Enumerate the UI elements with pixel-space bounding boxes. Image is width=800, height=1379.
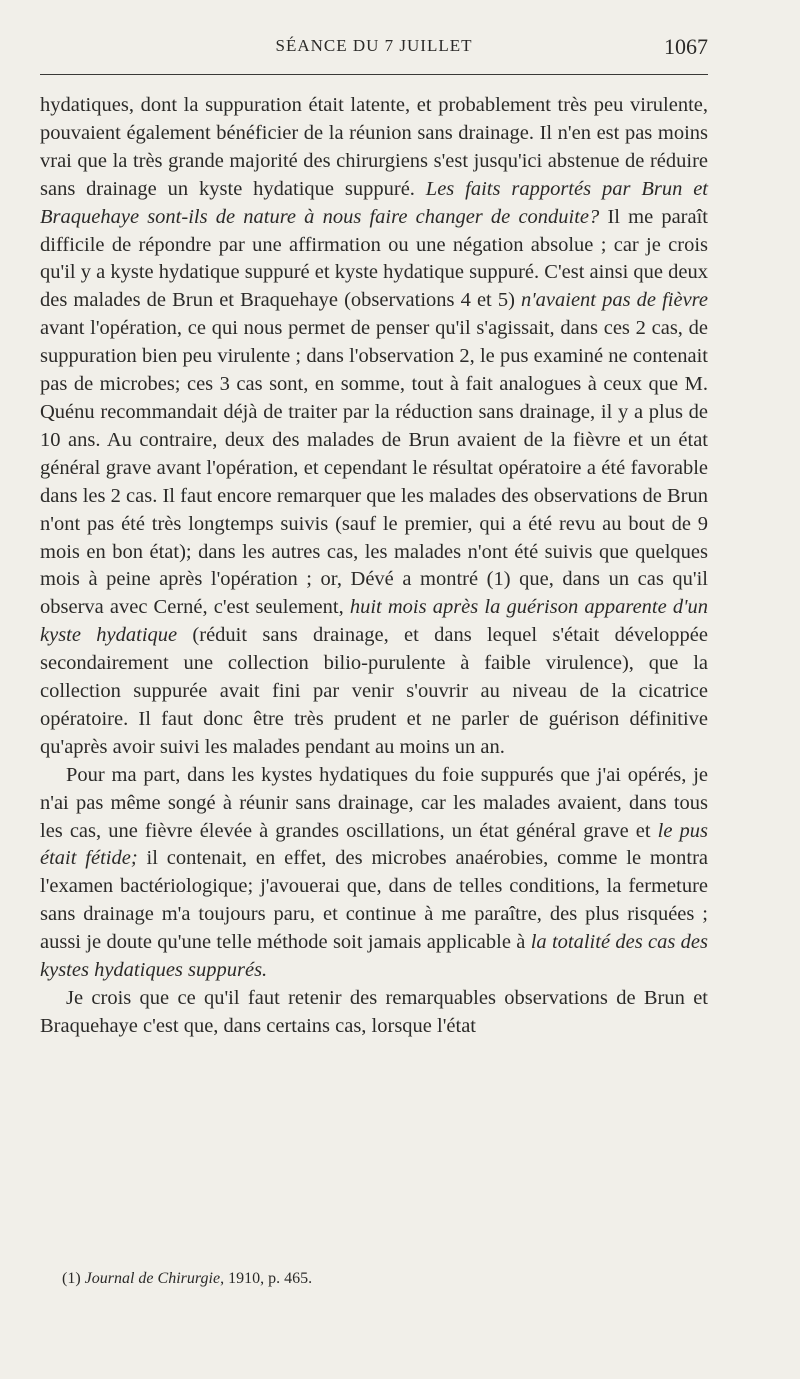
paragraph xyxy=(40,762,708,985)
text-run: hydatiques, dont la suppuration était latente, et probablement très peu virulente, pouvaient également bénéficier de la réunion sans drainage. Il n'en est pas moins vrai que la très grande majorité des chirurgiens s'est jusqu'ici abstenue de réduire sans drainage un kyste hydatique suppuré. xyxy=(40,94,708,200)
italic-run: Les faits rapportés par Brun et Braquehaye sont-ils de nature à nous faire changer de conduite? xyxy=(40,177,708,228)
footnote-number: (1) xyxy=(62,1270,81,1287)
italic-run: huit mois après la guérison apparente d'un kyste hydatique xyxy=(40,596,708,647)
footnote-details: , 1910, p. 465. xyxy=(220,1270,313,1287)
text-run: il contenait, en effet, des microbes anaérobies, comme le montra l'examen bactériologique; j'avouerai que, dans de telles conditions, la fermeture sans drainage m'a toujours paru, et continue à me paraître, des plus risquées ; aussi je doute qu'une telle méthode soit jamais applicable à xyxy=(40,847,708,954)
text-run: Il me paraît difficile de répondre par une affirmation ou une négation absolue ; car je crois qu'il y a kyste hydatique suppuré et kyste hydatique suppuré. C'est ainsi que deux des malades de Brun et Braquehaye (observations 4 et 5) xyxy=(40,205,708,312)
page-number: 1067 xyxy=(664,34,708,59)
text-run: (réduit sans drainage, et dans lequel s'était développée secondairement une collection bilio-purulente à faible virulence), que la collection suppurée avait fini par venir s'ouvrir au niveau de la cicatrice opératoire. Il faut donc être très prudent et ne parler de guérison définitive qu'après avoir suivi les malades pendant au moins un an. xyxy=(40,624,708,758)
text-run: Je crois que ce qu'il faut retenir des remarquables observations de Brun et Braquehaye c'est que, dans certains cas, lorsque l'état xyxy=(40,987,708,1037)
body-text xyxy=(40,92,708,1041)
paragraph xyxy=(40,985,708,1041)
paragraph xyxy=(40,92,708,762)
italic-run: la totalité des cas des kystes hydatiques suppurés. xyxy=(40,931,708,982)
italic-run: le pus était fétide; xyxy=(40,819,708,870)
footnote xyxy=(62,1270,312,1288)
running-header xyxy=(40,36,708,60)
header-title: SÉANCE DU 7 JUILLET xyxy=(275,36,473,55)
italic-run: n'avaient pas de fièvre xyxy=(521,289,708,312)
text-run: Pour ma part, dans les kystes hydatiques du foie suppurés que j'ai opérés, je n'ai pas même songé à réunir sans drainage, car les malades avaient, dans tous les cas, une fièvre élevée à grandes oscillations, un état général grave et xyxy=(40,763,708,842)
text-run: avant l'opération, ce qui nous permet de penser qu'il s'agissait, dans ces 2 cas, de suppuration bien peu virulente ; dans l'observation 2, le pus examiné ne contenait pas de microbes; ces 3 cas sont, en somme, tout à fait analogues à ceux que M. Quénu recommandait déjà de traiter par la réduction sans drainage, il y a plus de 10 ans. Au contraire, deux des malades de Brun avaient de la fièvre et un état général grave avant l'opération, et cependant le résultat opératoire a été favorable dans les 2 cas. Il faut encore remarquer que les malades des observations de Brun n'ont pas été très longtemps suivis (sauf le premier, qui a été revu au bout de 9 mois en bon état); dans les autres cas, les malades n'ont été suivis que quelques mois à peine après l'opération ; or, Dévé a montré (1) que, dans un cas qu'il observa avec Cerné, c'est seulement, xyxy=(40,317,708,619)
header-rule xyxy=(40,74,708,75)
footnote-source: Journal de Chirurgie xyxy=(84,1270,221,1287)
